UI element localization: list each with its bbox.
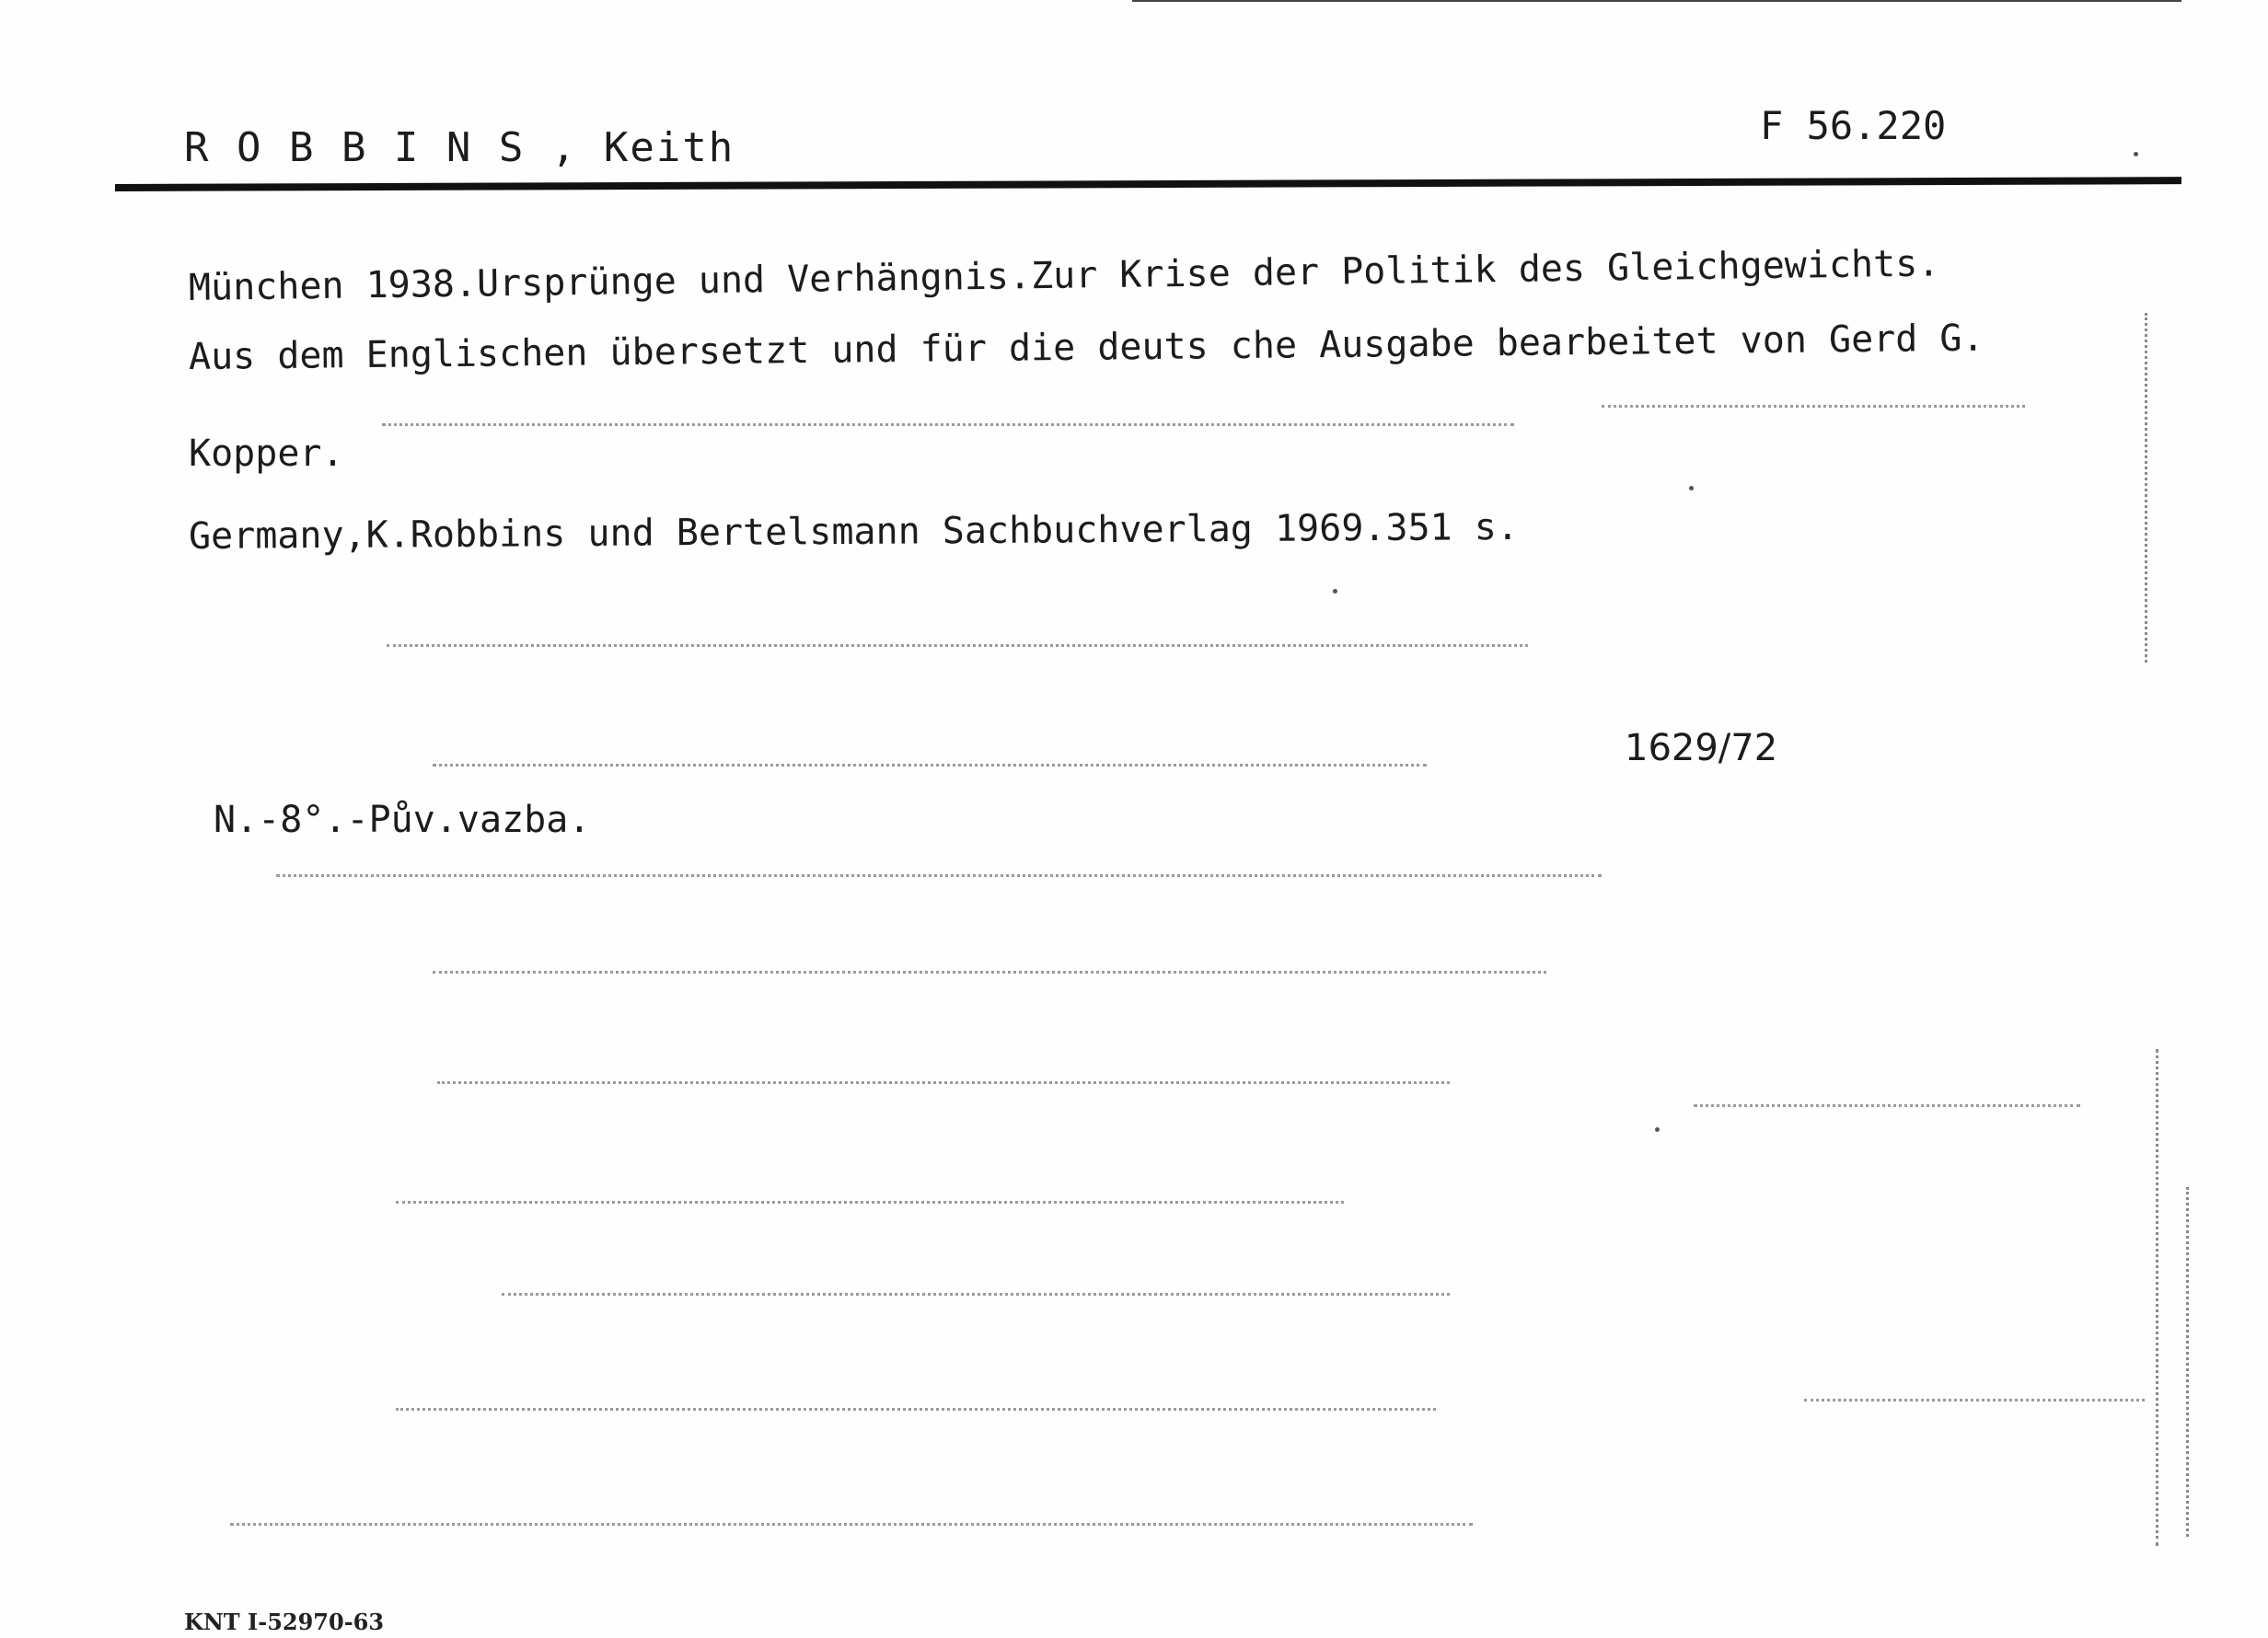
- guide-line: [230, 1523, 1473, 1526]
- shelfmark: F 56.220: [1760, 103, 1947, 148]
- ink-speck: [1333, 589, 1337, 594]
- margin-edge: [2145, 313, 2147, 663]
- guide-line: [1602, 405, 2025, 408]
- card-top-edge: [1132, 0, 2181, 2]
- guide-line: [396, 1408, 1436, 1411]
- guide-line: [502, 1293, 1450, 1296]
- guide-line: [433, 971, 1546, 974]
- imprint-line: Germany,K.Robbins und Bertelsmann Sachbuchverlag 1969.351 s.: [188, 505, 1520, 558]
- ink-speck: [1655, 1127, 1660, 1132]
- guide-line: [437, 1081, 1450, 1084]
- guide-line: [387, 644, 1528, 647]
- accession-number: 1629/72: [1625, 727, 1778, 769]
- guide-line: [276, 874, 1602, 877]
- margin-edge: [2156, 1049, 2158, 1546]
- title-line-3: Kopper.: [189, 433, 344, 475]
- title-line-1: München 1938.Ursprünge und Verhängnis.Zur Krise der Politik des Gleichgewichts.: [188, 242, 1940, 309]
- author-heading: R O B B I N S , Keith: [184, 124, 735, 171]
- guide-line: [382, 423, 1514, 426]
- ink-speck: [1689, 486, 1694, 490]
- physical-notes: N.-8°.-Pův.vazba.: [214, 799, 591, 841]
- guide-line: [1804, 1399, 2145, 1402]
- card-print-code: KNT I-52970-63: [184, 1609, 385, 1635]
- margin-edge: [2186, 1187, 2189, 1537]
- guide-line: [433, 764, 1427, 767]
- guide-line: [396, 1201, 1344, 1204]
- guide-line: [1694, 1104, 2080, 1107]
- title-line-2: Aus dem Englischen übersetzt und für die deuts che Ausgabe bearbeitet von Gerd G.: [188, 317, 1984, 378]
- ink-speck: [2134, 152, 2138, 156]
- header-rule: [115, 177, 2181, 191]
